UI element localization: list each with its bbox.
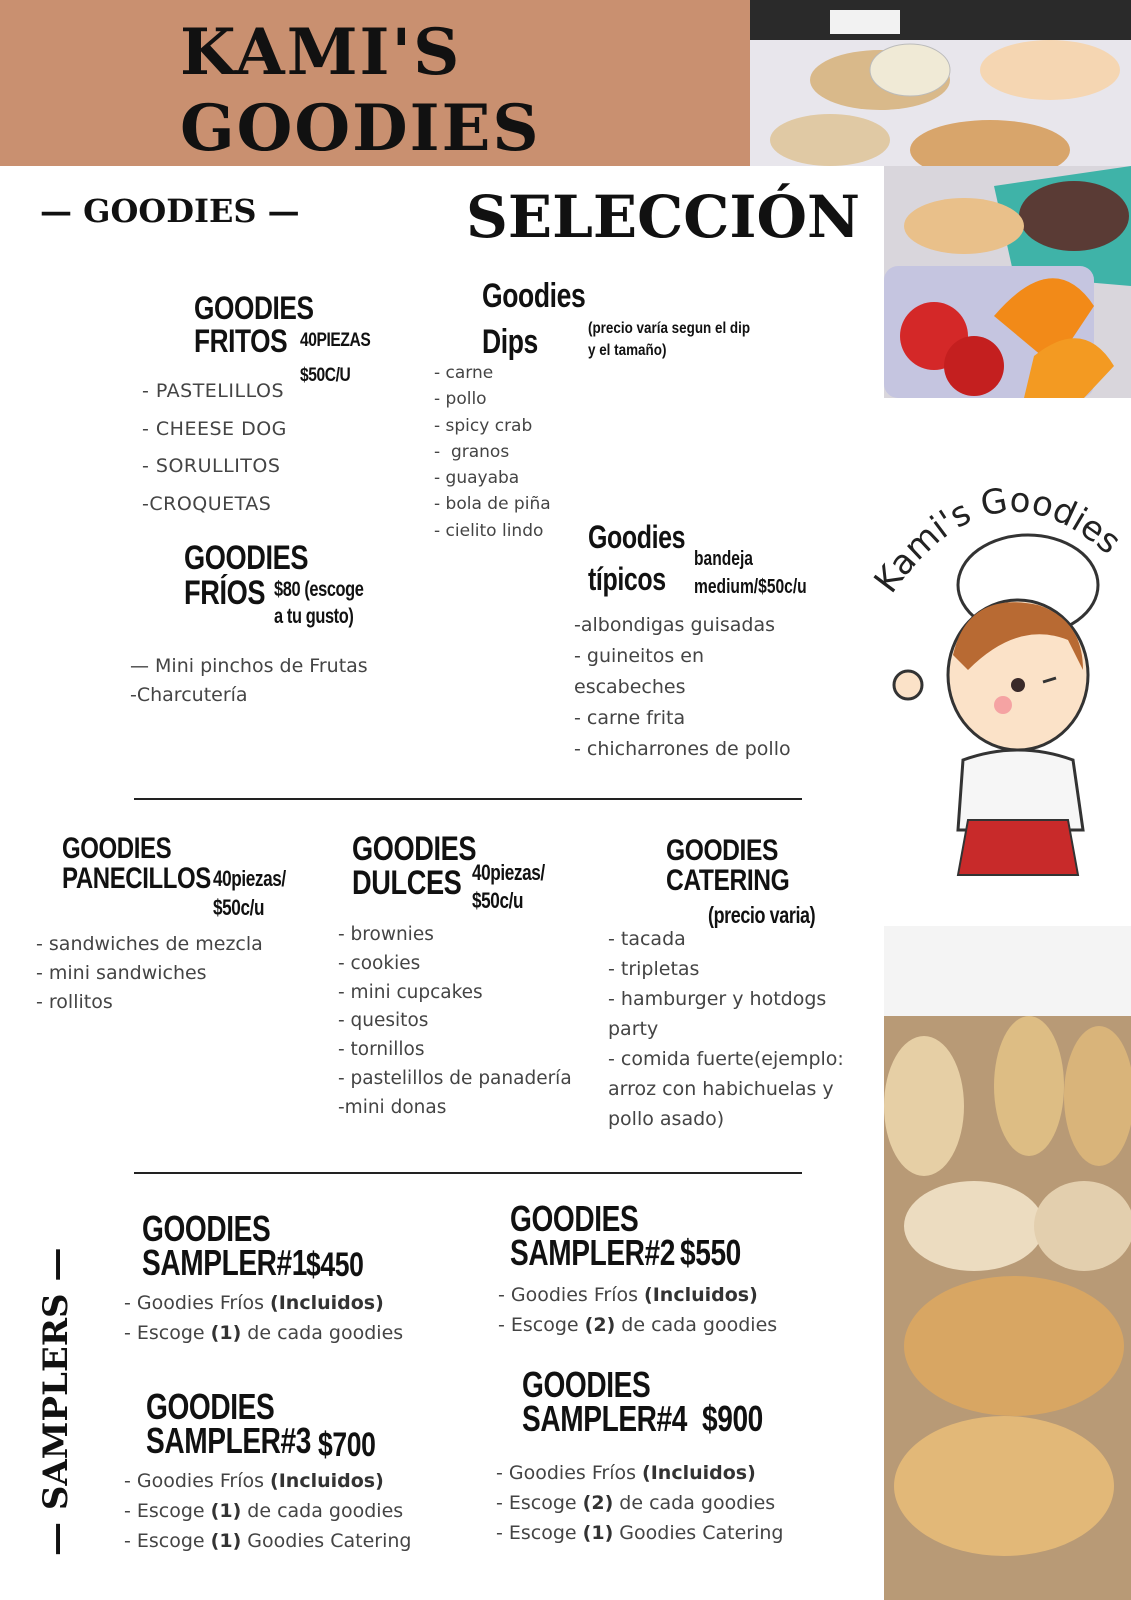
- list-item: -CROQUETAS: [142, 492, 272, 515]
- chef-logo-icon: [868, 470, 1128, 880]
- dulces-price-1: 40piezas/: [472, 860, 545, 885]
- list-item: - hamburger y hotdogs: [608, 988, 827, 1010]
- sampler-line: - Escoge (2) de cada goodies: [496, 1492, 776, 1514]
- list-item: -Charcutería: [130, 684, 248, 706]
- sampler-price: $550: [680, 1232, 741, 1273]
- list-item: - granos: [434, 441, 510, 462]
- goodies-heading: — GOODIES —: [40, 192, 300, 230]
- list-item: - rollitos: [36, 991, 113, 1013]
- samplers-heading: — SAMPLERS —: [36, 1247, 76, 1556]
- photo-pastries-art: [884, 926, 1131, 1600]
- tipicos-list: [574, 610, 791, 765]
- brand-logo: [868, 470, 1128, 880]
- brand-title-line2: GOODIES: [180, 91, 541, 166]
- dips-title-1: Goodies: [482, 277, 586, 315]
- list-item: - carne frita: [574, 707, 686, 729]
- sampler-line: - Escoge (1) Goodies Catering: [124, 1530, 412, 1552]
- catering-title-2: CATERING: [666, 864, 790, 897]
- dips-list: [434, 360, 551, 544]
- fritos-count: 40PIEZAS: [300, 330, 371, 351]
- list-item: - mini cupcakes: [338, 981, 483, 1003]
- list-item: - CHEESE DOG: [142, 417, 287, 440]
- list-item: - sandwiches de mezcla: [36, 933, 263, 955]
- sampler-title-2: SAMPLER#2: [510, 1232, 676, 1273]
- sampler-line: - Goodies Fríos (Incluidos): [498, 1284, 758, 1306]
- sampler-line: - Goodies Fríos (Incluidos): [124, 1292, 384, 1314]
- dulces-list: [338, 921, 572, 1123]
- panecillos-price-1: 40piezas/: [213, 866, 286, 891]
- fritos-title-1: GOODIES: [194, 290, 314, 326]
- list-item: - bola de piña: [434, 494, 551, 515]
- tipicos-price-2: medium/$50c/u: [694, 576, 807, 598]
- dips-title-2: Dips: [482, 323, 538, 361]
- photo-dessert: [884, 166, 1131, 398]
- dips-note-2: y el tamaño): [588, 342, 667, 359]
- tipicos-title-2: típicos: [588, 561, 666, 597]
- frios-title-1: GOODIES: [184, 539, 309, 577]
- list-item: -albondigas guisadas: [574, 614, 776, 636]
- sampler-title-2: SAMPLER#1: [142, 1242, 308, 1283]
- list-item: pollo asado): [608, 1108, 725, 1130]
- list-item: - spicy crab: [434, 415, 533, 436]
- panecillos-list: [36, 930, 263, 1017]
- dulces-price-2: $50c/u: [472, 888, 524, 913]
- list-item: escabeches: [574, 676, 686, 698]
- list-item: - mini sandwiches: [36, 962, 207, 984]
- list-item: - cookies: [338, 952, 421, 974]
- photo-pastries: [884, 926, 1131, 1600]
- panecillos-price-2: $50c/u: [213, 895, 265, 920]
- sampler-line: - Escoge (2) de cada goodies: [498, 1314, 778, 1336]
- frios-title-2: FRÍOS: [184, 574, 266, 612]
- catering-title-1: GOODIES: [666, 834, 778, 867]
- tipicos-price-1: bandeja: [694, 548, 753, 570]
- list-item: -mini donas: [338, 1096, 447, 1118]
- sampler-title-1: GOODIES: [142, 1208, 271, 1249]
- sampler-title-1: GOODIES: [522, 1364, 651, 1405]
- photo-snacks: [750, 0, 1131, 166]
- sampler-title-2: SAMPLER#3: [146, 1420, 312, 1461]
- photo-dessert-art: [884, 166, 1131, 398]
- dulces-title-2: DULCES: [352, 864, 462, 902]
- sampler-line: - Escoge (1) de cada goodies: [124, 1322, 404, 1344]
- list-item: - chicharrones de pollo: [574, 738, 791, 760]
- list-item: - quesitos: [338, 1010, 429, 1032]
- sampler-price: $700: [318, 1426, 376, 1464]
- frios-price-1: $80 (escoge: [274, 578, 364, 601]
- sampler-title-1: GOODIES: [510, 1198, 639, 1239]
- frios-list: [130, 652, 368, 710]
- sampler-line: - Escoge (1) de cada goodies: [124, 1500, 404, 1522]
- divider-1: [134, 798, 802, 800]
- sampler-title-2: SAMPLER#4: [522, 1398, 688, 1439]
- list-item: - tornillos: [338, 1039, 425, 1061]
- sampler-title-1: GOODIES: [146, 1386, 275, 1427]
- list-item: - SORULLITOS: [142, 455, 281, 477]
- list-item: - comida fuerte(ejemplo:: [608, 1048, 844, 1070]
- divider-2: [134, 1172, 802, 1174]
- frios-price-2: a tu gusto): [274, 605, 354, 628]
- list-item: - guineitos en: [574, 645, 705, 667]
- list-item: - tripletas: [608, 958, 700, 980]
- sampler-line: - Escoge (1) Goodies Catering: [496, 1522, 784, 1544]
- list-item: - pastelillos de panadería: [338, 1067, 572, 1089]
- logo-text: Kami's Goodies: [868, 480, 1128, 601]
- list-item: - PASTELILLOS: [142, 380, 285, 402]
- brand-title-line1: KAMI'S: [180, 15, 462, 90]
- sampler-line: - Goodies Fríos (Incluidos): [496, 1462, 756, 1484]
- panecillos-title-2: PANECILLOS: [62, 862, 211, 895]
- list-item: - carne: [434, 363, 494, 383]
- dulces-title-1: GOODIES: [352, 830, 477, 868]
- catering-note: (precio varia): [708, 902, 816, 928]
- list-item: - pollo: [434, 389, 487, 410]
- panecillos-title-1: GOODIES: [62, 832, 172, 865]
- tipicos-title-1: Goodies: [588, 519, 686, 555]
- fritos-title-2: FRITOS: [194, 323, 288, 359]
- list-item: - guayaba: [434, 468, 520, 489]
- sampler-line: - Goodies Fríos (Incluidos): [124, 1470, 384, 1492]
- sampler-price: $450: [306, 1246, 364, 1284]
- list-item: arroz con habichuelas y: [608, 1078, 834, 1100]
- fritos-list: [142, 373, 287, 523]
- dips-note-1: (precio varía segun el dip: [588, 320, 751, 337]
- list-item: - brownies: [338, 924, 434, 945]
- seleccion-heading: SELECCIÓN: [466, 183, 861, 251]
- list-item: party: [608, 1018, 659, 1040]
- list-item: - cielito lindo: [434, 520, 544, 541]
- catering-list: [608, 924, 844, 1134]
- sampler-price: $900: [702, 1398, 763, 1439]
- list-item: - tacada: [608, 928, 686, 950]
- list-item: — Mini pinchos de Frutas: [130, 655, 368, 677]
- photo-snacks-art: [750, 0, 1131, 166]
- fritos-price: $50C/U: [300, 365, 351, 386]
